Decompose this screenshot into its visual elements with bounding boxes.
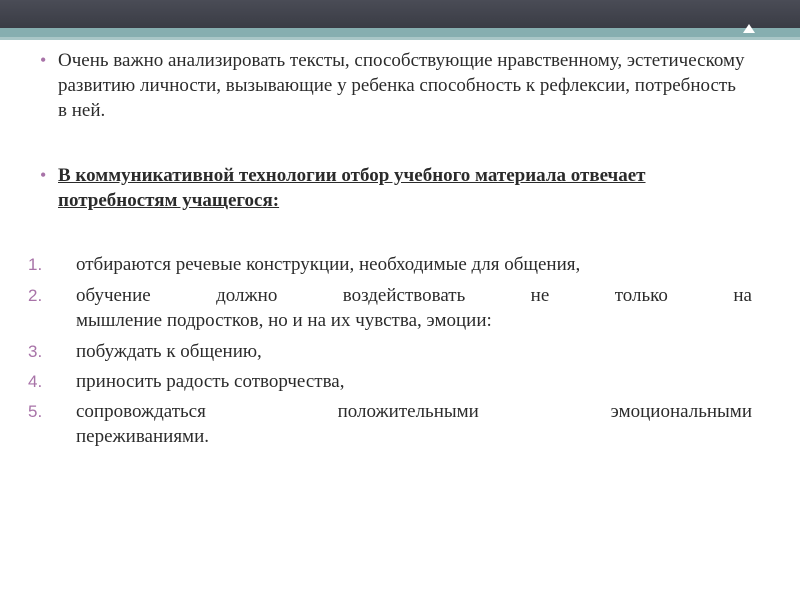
list-item-5-line-1 — [76, 399, 752, 424]
list-item-1: отбираются речевые конструкции, необходимые для общения, — [76, 254, 581, 275]
bullet-icon: • — [40, 50, 47, 70]
bullet-icon: • — [40, 165, 47, 185]
word: сопровождаться — [76, 401, 206, 422]
list-item-2-line-2: мышление подростков, но и на их чувства, эмоции: — [76, 310, 492, 331]
list-item-4: приносить радость сотворчества, — [76, 371, 345, 392]
bullet-paragraph-1: Очень важно анализировать тексты, способствующие нравственному, эстетическому развитию личности, вызывающие у ребенка способность к рефлексии, потребность в ней. — [58, 50, 745, 121]
list-number: 2. — [28, 286, 43, 305]
word: эмоциональными — [610, 401, 752, 422]
word: только — [614, 285, 668, 306]
list-item-3: побуждать к общению, — [76, 341, 262, 362]
list-number: 5. — [28, 402, 43, 421]
word: не — [530, 285, 550, 306]
word: положительными — [337, 401, 479, 422]
list-item-2-line-1 — [76, 283, 752, 308]
bullet-paragraph-2: В коммуникативной технологии отбор учебного материала отвечает потребностям учащегося: — [58, 165, 646, 211]
list-item-5 — [76, 399, 752, 449]
word: обучение — [76, 285, 151, 306]
list-number: 4. — [28, 372, 43, 391]
word: воздействовать — [342, 285, 466, 306]
word: на — [733, 285, 752, 306]
word: должно — [216, 285, 278, 306]
list-number: 1. — [28, 255, 43, 274]
list-number: 3. — [28, 342, 43, 361]
list-item-5-line-2: переживаниями. — [76, 426, 209, 447]
list-item-2 — [76, 283, 752, 333]
